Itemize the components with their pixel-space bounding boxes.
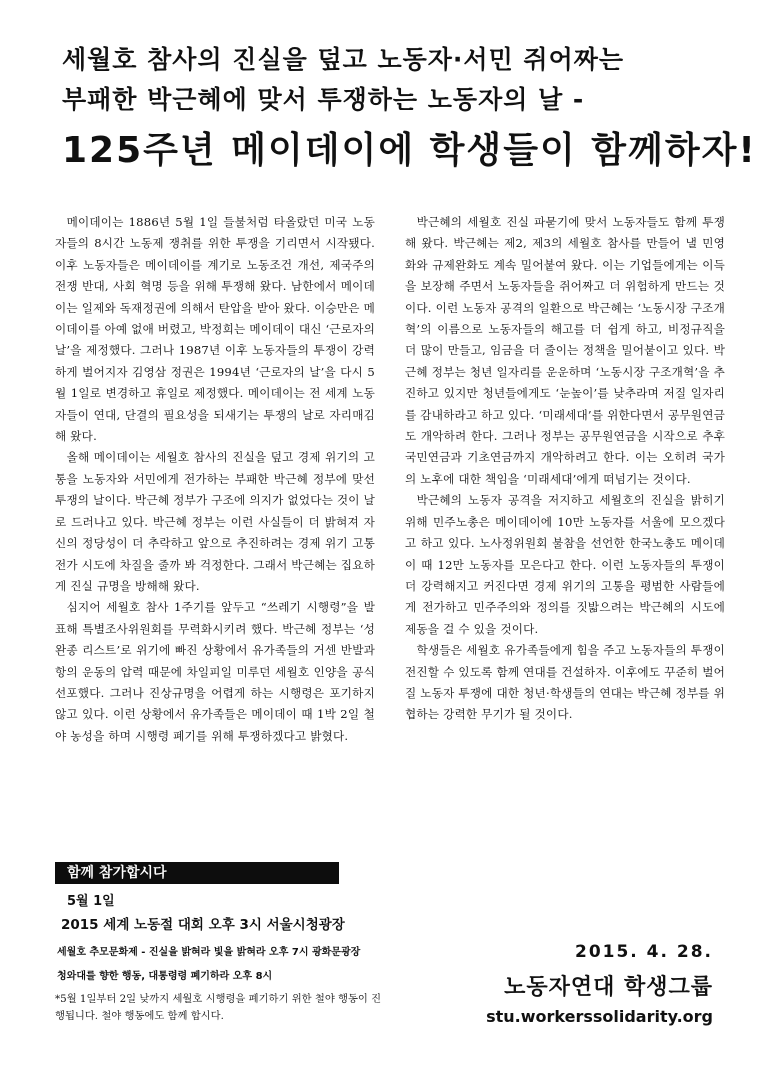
paragraph: 박근혜의 노동자 공격을 저지하고 세월호의 진실을 밝히기 위해 민주노총은 메이데이에 10만 노동자를 서울에 모으겠다고 하고 있다. 노사정위원회 불참을 선언한 한국노총도 메이데이 때 12만 노동자를 모은다고 한다. 이런 노동자들의 투쟁이 더 강력해지고 커진다면 경제 위기의 고통을 평범한 사람들에게 전가하고 민주주의와 정의를 짓밟으려는 박근혜의 시도에 제동을 걸 수 있을 것이다.	[405, 493, 725, 636]
paragraph: 심지어 세월호 참사 1주기를 앞두고 “쓰레기 시행령”을 발표해 특별조사위원회를 무력화시키려 했다. 박근혜 정부는 ‘성완종 리스트’로 위기에 빠진 상황에서 유가족들의 거센 반발과 항의 운동의 압력 때문에 차일피일 미루던 세월호 인양을 공식 선포했다. 그러나 진상규명을 어렵게 하는 시행령은 포기하지 않고 있다. 이런 상황에서 유가족들은 메이데이 때 1박 2일 철야 농성을 하며 시행령 폐기를 위해 투쟁하겠다고 밝혔다.	[55, 600, 375, 743]
website-url: stu.workerssolidarity.org	[486, 1007, 713, 1026]
events-box	[55, 862, 385, 1025]
organization-name: 노동자연대 학생그룹	[504, 975, 713, 1000]
article-body	[55, 212, 725, 747]
paragraph: 올해 메이데이는 세월호 참사의 진실을 덮고 경제 위기의 고통을 노동자와 서민에게 전가하는 부패한 박근혜 정부에 맞선 투쟁의 날이다. 박근혜 정부가 구조에 의지가 없었다는 것이 날로 드러나고 있다. 박근혜 정부는 이런 사실들이 더 밝혀져 자신의 정당성이 더 추락하고 앞으로 추진하려는 경제 위기 고통전가 시도에 차질을 줄까 봐 걱정한다. 그래서 박근혜는 집요하게 진실 규명을 방해해 왔다.	[55, 450, 375, 593]
paragraph: 학생들은 세월호 유가족들에게 힘을 주고 노동자들의 투쟁이 전진할 수 있도록 함께 연대를 건설하자. 이후에도 꾸준히 벌어질 노동자 투쟁에 대한 청년·학생들의 연대는 박근혜 정부를 위협하는 강력한 무기가 될 것이다.	[405, 643, 725, 722]
paragraph: 박근혜의 세월호 진실 파묻기에 맞서 노동자들도 함께 투쟁해 왔다. 박근혜는 제2, 제3의 세월호 참사를 만들어 낼 민영화와 규제완화도 계속 밀어붙여 왔다. 이는 기업들에게는 이득을 보장해 주면서 노동자들을 쥐어짜고 더 위험하게 만드는 것이다. 이런 노동자 공격의 일환으로 박근혜는 ‘노동시장 구조개혁’의 이름으로 노동자들의 해고를 더 쉽게 하고, 비정규직을 더 많이 만들고, 임금을 더 줄이는 정책을 밀어붙이고 있다. 박근혜 정부는 청년 일자리를 운운하며 ‘노동시장 구조개혁’을 추진하고 있지만 청년들에게도 ‘눈높이’를 낮추라며 저질 일자리를 감내하라고 하고 있다. ‘미래세대’를 위한다면서 공무원연금도 개악하려 한다. 그러나 정부는 공무원연금을 시작으로 추후 국민연금과 기초연금까지 개악하려고 한다. 이는 오히려 국가의 노후에 대한 책임을 ‘미래세대’에게 떠넘기는 것이다.	[405, 215, 725, 486]
right-column	[405, 212, 725, 747]
headline-line-2: 부패한 박근혜에 맞서 투쟁하는 노동자의 날 -	[62, 85, 585, 114]
paragraph: 메이데이는 1886년 5월 1일 들불처럼 타올랐던 미국 노동자들의 8시간 노동제 쟁취를 위한 투쟁을 기리면서 시작됐다. 이후 노동자들은 메이데이를 계기로 노동조건 개선, 제국주의 전쟁 반대, 사회 혁명 등을 위해 투쟁해 왔다. 남한에서 메이데이는 일제와 독재정권에 의해서 탄압을 받아 왔다. 이승만은 메이데이를 아예 없애 버렸고, 박정희는 메이데이 대신 ‘근로자의 날’을 제정했다. 그러나 1987년 이후 노동자들의 투쟁이 강력하게 벌어지자 김영삼 정권은 1994년 ‘근로자의 날’을 다시 5월 1일로 변경하고 휴일로 제정했다. 메이데이는 전 세계 노동자들이 연대, 단결의 필요성을 되새기는 투쟁의 날로 자리매김해 왔다.	[55, 215, 375, 444]
events-sub-item: 세월호 추모문화제 - 진실을 밝혀라 빛을 밝혀라 오후 7시 광화문광장	[57, 947, 361, 958]
headline-line-1: 세월호 참사의 진실을 덮고 노동자·서민 쥐어짜는	[62, 45, 625, 74]
events-banner: 함께 참가합시다	[55, 862, 339, 884]
headline-main-title: 125주년 메이데이에 학생들이 함께하자!	[62, 130, 757, 171]
publish-date: 2015. 4. 28.	[574, 942, 713, 962]
footer	[486, 942, 713, 1026]
events-date: 5월 1일	[67, 894, 115, 909]
headline	[62, 40, 757, 176]
events-sub-item: 청와대를 향한 행동, 대통령령 폐기하라 오후 8시	[57, 971, 273, 982]
events-note: *5월 1일부터 2일 낮까지 세월호 시행령을 폐기하기 위한 철야 행동이 진행됩니다. 철야 행동에도 함께 합시다.	[55, 993, 382, 1022]
events-main: 2015 세계 노동절 대회 오후 3시 서울시청광장	[61, 917, 345, 933]
left-column	[55, 212, 375, 747]
